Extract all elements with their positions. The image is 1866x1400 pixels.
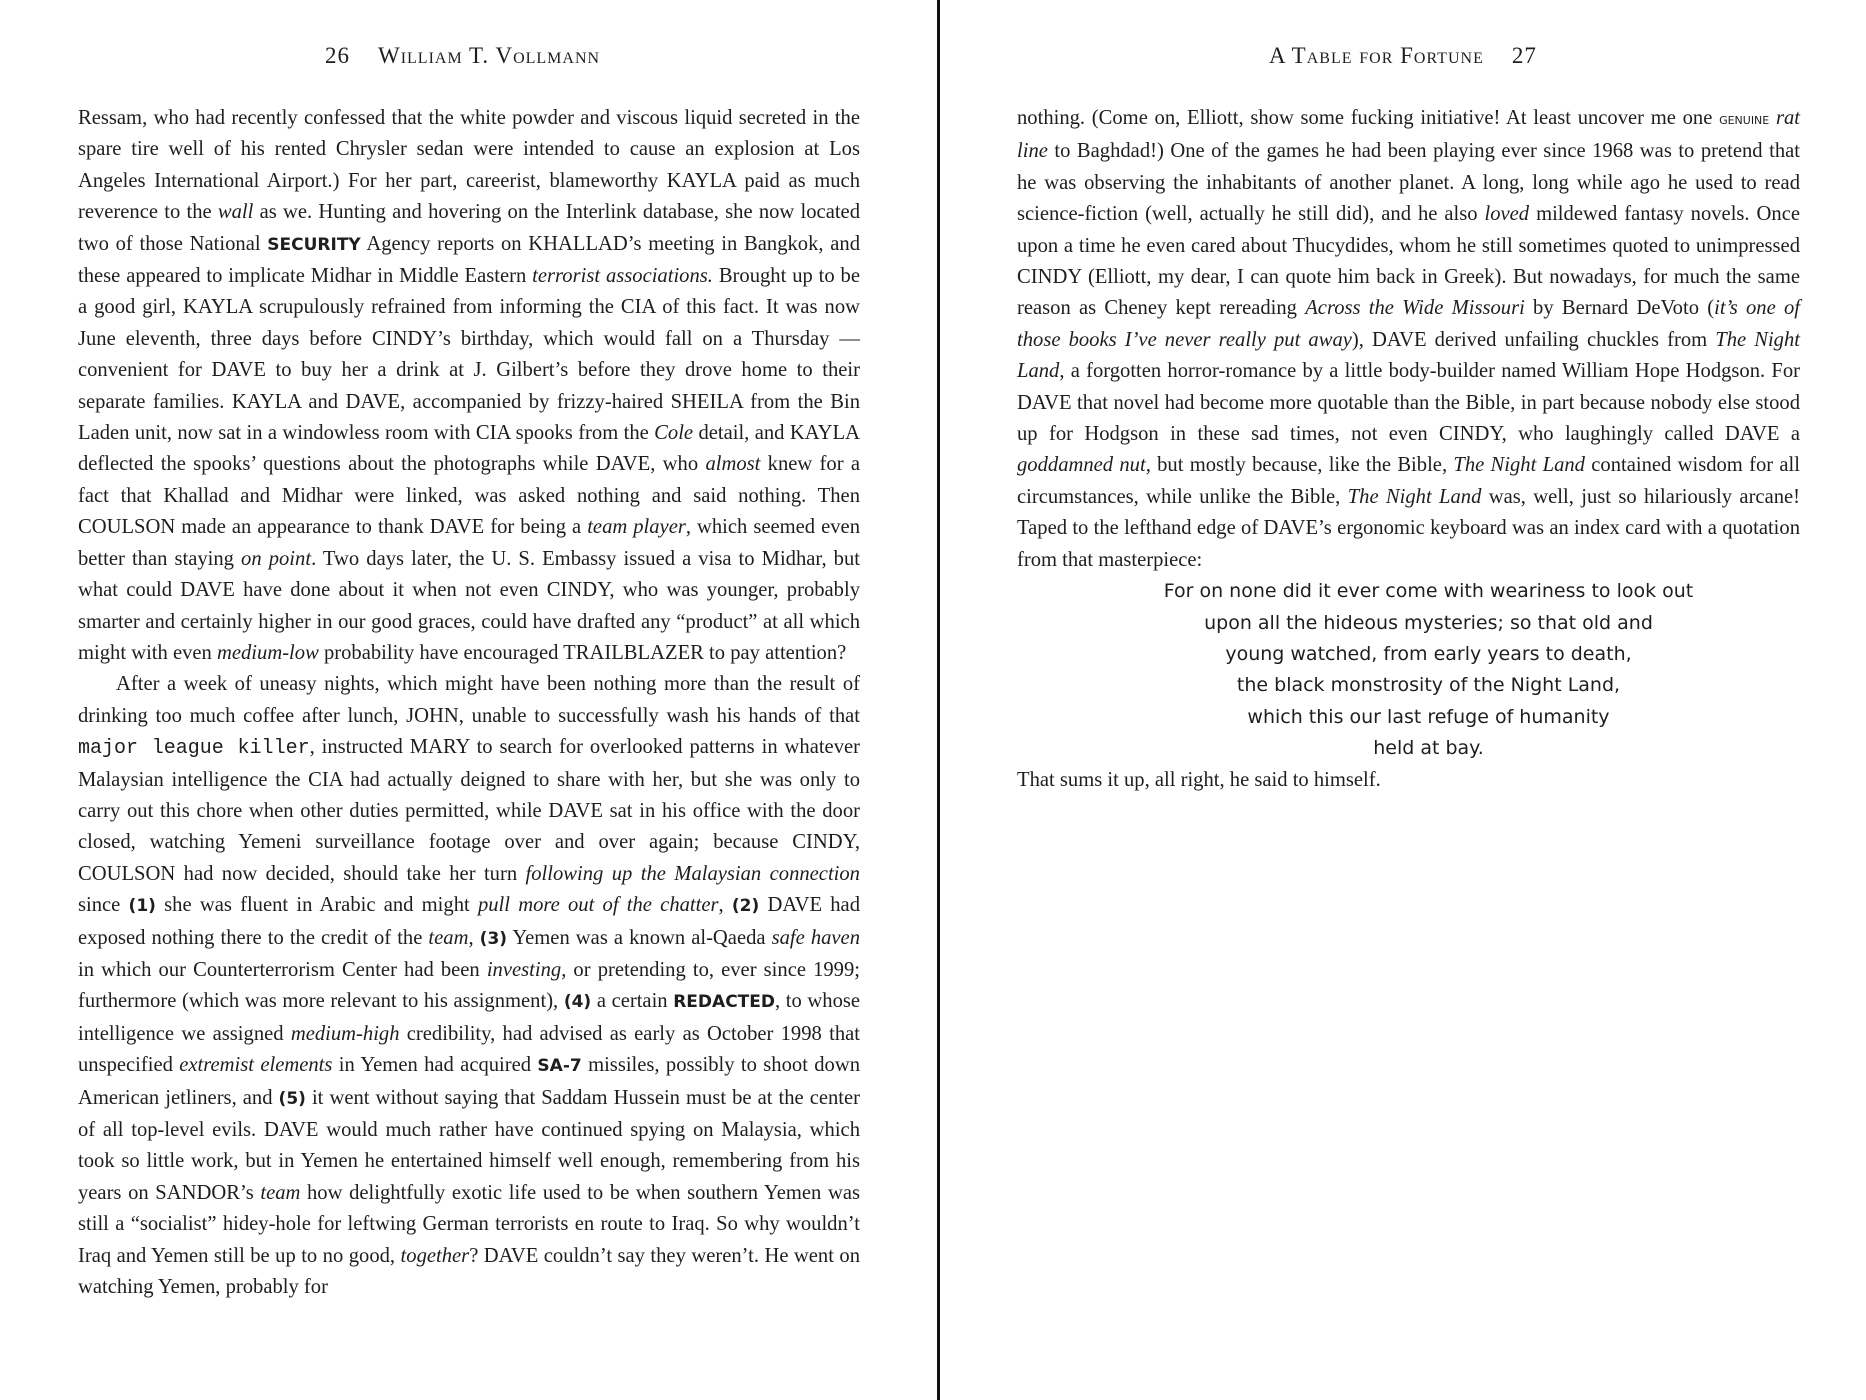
list-number-5: (5) — [278, 1088, 306, 1109]
verse-line: held at bay. — [1373, 737, 1484, 760]
verse-line: the black monstrosity of the Night Land, — [1236, 674, 1621, 697]
left-paragraph-1: Ressam, who had recently confessed that the white powder and viscous liquid secreted in the spare tire well of his rented Chrysler sedan were intended to cause an explosion at Los Angeles International Airport.) For her part, careerist, blameworthy KAYLA paid as much reverence to the wall as we. Hunting and hovering on the Interlink database, she now located two of those National SECURITY Agency reports on KHALLAD’s meeting in Bangkok, and these appeared to implicate Midhar in Middle Eastern terrorist associations. Brought up to be a good girl, KAYLA scrupulously refrained from informing the CIA of this fact. It was now June eleventh, three days before CINDY’s birthday, which would fall on a Thursday — convenient for DAVE to buy her a drink at J. Gilbert’s before they drove home to their separate families. KAYLA and DAVE, accompanied by frizzy-haired SHEILA from the Bin Laden unit, now sat in a windowless room with CIA spooks from the Cole detail, and KAYLA deflected the spooks’ questions about the photographs while DAVE, who almost knew for a fact that Khallad and Midhar were linked, was asked nothing and said nothing. Then COULSON made an appearance to thank DAVE for being a team player, which seemed even better than staying on point. Two days later, the U. S. Embassy issued a visa to Midhar, but what could DAVE have done about it when not even CINDY, who was younger, probably smarter and certainly higher in our good graces, could have drafted any “product” at all which might with even medium-low probability have encouraged TRAILBLAZER to pay attention? — [78, 107, 861, 664]
major-league-killer: major league killer — [78, 737, 310, 761]
security-word: SECURITY — [267, 234, 361, 255]
verse-line: young watched, from early years to death, — [1225, 642, 1632, 665]
left-page-number: 26 — [325, 43, 350, 68]
right-running-head — [1017, 43, 1800, 77]
genuine-word: GENUINE — [1719, 114, 1770, 127]
redacted-word: REDACTED — [673, 992, 775, 1013]
list-number-4: (4) — [563, 992, 592, 1013]
left-running-head-title: William T. Vollmann — [378, 43, 601, 68]
right-paragraph-1: nothing. (Come on, Elliott, show some fucking initiative! At least uncover me one GENUINE rat line to Baghdad!) One of the games he had been playing ever since 1968 was to pretend that he was observing the inhabitants of another planet. A long, long while ago he used to read science-fiction (well, actually he still did), and he also loved mildewed fantasy novels. Once upon a time he even cared about Thucydides, whom he still sometimes quoted to unimpressed CINDY (Elliott, my dear, I can quote him back in Greek). But nowadays, for much the same reason as Cheney kept rereading Across the Wide Missouri by Bernard DeVoto (it’s one of those books I’ve never really put away), DAVE derived unfailing chuckles from The Night Land, a forgotten horror-romance by a little body-builder named William Hope Hodgson. For DAVE that novel had become more quotable than the Bible, in part because nobody else stood up for Hodgson in these sad times, not even CINDY, who laughingly called DAVE a goddamned nut, but mostly because, like the Bible, The Night Land contained wisdom for all circumstances, while unlike the Bible, The Night Land was, well, just so hilariously arcane! Taped to the lefthand edge of DAVE’s ergonomic keyboard was an index card with a quotation from that masterpiece: — [1017, 107, 1801, 571]
right-page — [1017, 0, 1800, 1400]
left-page-body — [78, 103, 860, 1303]
quotation-verse — [1017, 576, 1800, 764]
left-running-head — [78, 43, 860, 77]
right-page-number: 27 — [1511, 43, 1537, 68]
right-page-body — [1017, 103, 1800, 796]
left-page — [78, 0, 860, 1400]
list-number-2: (2) — [731, 896, 760, 917]
verse-line: For on none did it ever come with weariness to look out — [1163, 580, 1694, 603]
left-paragraph-2: After a week of uneasy nights, which might have been nothing more than the result of drinking too much coffee after lunch, JOHN, unable to successfully wash his hands of that major league killer, instructed MARY to search for overlooked patterns in whatever Malaysian intelligence the CIA had actually deigned to share with her, but she was only to carry out this chore when other duties permitted, while DAVE sat in his office with the door closed, watching Yemeni surveillance footage over and over again; because CINDY, COULSON had now decided, should take her turn following up the Malaysian connection since (1) she was fluent in Arabic and might pull more out of the chatter, (2) DAVE had exposed nothing there to the credit of the team, (3) Yemen was a known al-Qaeda safe haven in which our Counterterrorism Center had been investing, or pretending to, ever since 1999; furthermore (which was more relevant to his assignment), (4) a certain REDACTED, to whose intelligence we assigned medium-high credibility, had advised as early as October 1998 that unspecified extremist elements in Yemen had acquired SA-7 missiles, possibly to shoot down American jetliners, and (5) it went without saying that Saddam Hussein must be at the center of all top-level evils. DAVE would much rather have continued spying on Malaysia, which took so little work, but in Yemen he entertained himself well enough, remembering from his years on SANDOR’s team how delightfully exotic life used to be when southern Yemen was still a “socialist” hidey-hole for leftwing German terrorists en route to Iraq. So why wouldn’t Iraq and Yemen still be up to no good, together? DAVE couldn’t say they weren’t. He went on watching Yemen, probably for — [78, 673, 861, 1299]
closing-line: That sums it up, all right, he said to himself. — [1017, 768, 1381, 791]
sa7-word: SA-7 — [537, 1056, 582, 1077]
list-number-1: (1) — [128, 896, 156, 917]
page-gutter-divider — [937, 0, 940, 1400]
list-number-3: (3) — [479, 928, 508, 949]
verse-line: upon all the hideous mysteries; so that old and — [1204, 611, 1653, 634]
right-running-head-title: A Table for Fortune — [1269, 43, 1484, 68]
verse-line: which this our last refuge of humanity — [1247, 705, 1610, 728]
